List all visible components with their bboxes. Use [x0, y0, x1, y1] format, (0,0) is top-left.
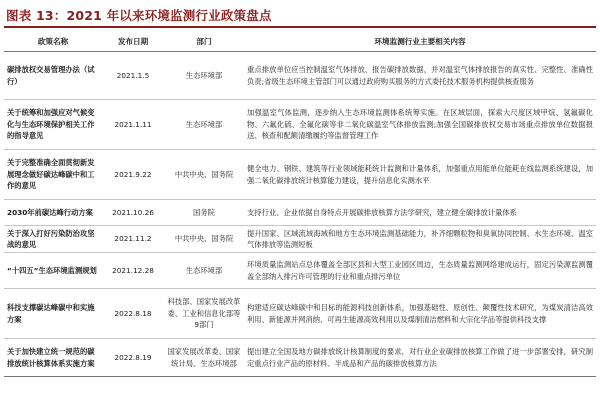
policy-name: 关于完整准确全面贯彻新发展理念做好碳达峰碳中和工作的意见 [4, 150, 102, 200]
policy-content: 健全电力、钢铁、建筑等行业领域能耗统计监测和计量体系，加强重点用能单位能耗在线监测系统建设，加强二氧化碳排放统计核算能力建设，提升信息化实测水平 [244, 150, 596, 200]
header-release-date: 发布日期 [102, 31, 164, 52]
policy-content: 重点排放单位应当控制温室气体排放、报告碳排放数据，并对温室气体排放报告的真实性、完整性、准确性负责;省级生态环境主管部门可以通过政府购买服务的方式委托技术服务机构提供核查服务 [244, 52, 596, 100]
policy-name: “十四五”生态环境监测规划 [4, 253, 102, 289]
table-row [4, 253, 596, 289]
policy-name: 关于统筹和加强应对气候变化与生态环境保护相关工作的指导意见 [4, 100, 102, 150]
department: 生态环境部 [164, 100, 244, 150]
header-content: 环境监测行业主要相关内容 [244, 31, 596, 52]
header-policy-name: 政策名称 [4, 31, 102, 52]
table-header-row [4, 31, 596, 52]
policy-content: 加强温室气体监测，逐步纳入生态环境监测体系统筹实施。在区域层面，探索大尺度区域甲烷、氢氟碳化物、六氟化硫、全氟化碳等非二氧化碳温室气体排放监测;加强全国碳排放权交易市场重点排放单位数据报送、核查和配额清缴履约等监督管理工作 [244, 100, 596, 150]
policy-name: 2030年前碳达峰行动方案 [4, 200, 102, 226]
department: 科技部、国家发展改革委、工业和信息化部等9部门 [164, 289, 244, 339]
policy-content: 提出建立全国及地方碳排放统计核算制度的要求，对行业企业碳排放核算工作做了进一步部署安排，研究制定重点行业产品的原材料、半成品和产品的碳排放核算方法 [244, 339, 596, 377]
table-row [4, 150, 596, 200]
table-row [4, 200, 596, 226]
release-date: 2021.10.26 [102, 200, 164, 226]
policy-name: 关于深入打好污染防治攻坚战的意见 [4, 226, 102, 253]
figure-title: 图表 13：2021 年以来环境监测行业政策盘点 [6, 8, 272, 23]
policy-content: 环境质量监测站点总体覆盖全部区县和大型工业园区周边，生态质量监测网络建成运行，固定污染源监测覆盖全部纳入排污许可管理的行业和重点排污单位 [244, 253, 596, 289]
department: 中共中央、国务院 [164, 226, 244, 253]
release-date: 2021.12.28 [102, 253, 164, 289]
department: 生态环境部 [164, 253, 244, 289]
policy-content: 支持行业、企业依据自身特点开展碳排放核算方法学研究，建立健全碳排放计量体系 [244, 200, 596, 226]
release-date: 2021.1.5 [102, 52, 164, 100]
table-row [4, 289, 596, 339]
department: 国家发展改革委、国家统计局、生态环境部 [164, 339, 244, 377]
table-row [4, 52, 596, 100]
policy-name: 关于加快建立统一规范的碳排放统计核算体系实施方案 [4, 339, 102, 377]
policy-content: 提升国家、区域流域海域和地方生态环境监测基础能力，补齐细颗粒物和臭氧协同控制、水生态环境、温室气体排放等监测短板 [244, 226, 596, 253]
release-date: 2021.11.2 [102, 226, 164, 253]
department: 中共中央、国务院 [164, 150, 244, 200]
policy-name: 科技支撑碳达峰碳中和实施方案 [4, 289, 102, 339]
release-date: 2022.8.19 [102, 339, 164, 377]
release-date: 2022.8.18 [102, 289, 164, 339]
header-department: 部门 [164, 31, 244, 52]
release-date: 2021.9.22 [102, 150, 164, 200]
figure-title-bar [4, 4, 596, 28]
policy-name: 碳排放权交易管理办法（试行） [4, 52, 102, 100]
department: 生态环境部 [164, 52, 244, 100]
policy-content: 构建适应碳达峰碳中和目标的能源科技创新体系，加强基础性、原创性、颠覆性技术研究，为煤炭清洁高效利用、新能源并网消纳、可再生能源高效利用以及煤制清洁燃料和大宗化学品等提供科技支撑 [244, 289, 596, 339]
table-row [4, 100, 596, 150]
table-row [4, 226, 596, 253]
release-date: 2021.1.11 [102, 100, 164, 150]
policy-table [4, 31, 596, 377]
department: 国务院 [164, 200, 244, 226]
table-row [4, 339, 596, 377]
